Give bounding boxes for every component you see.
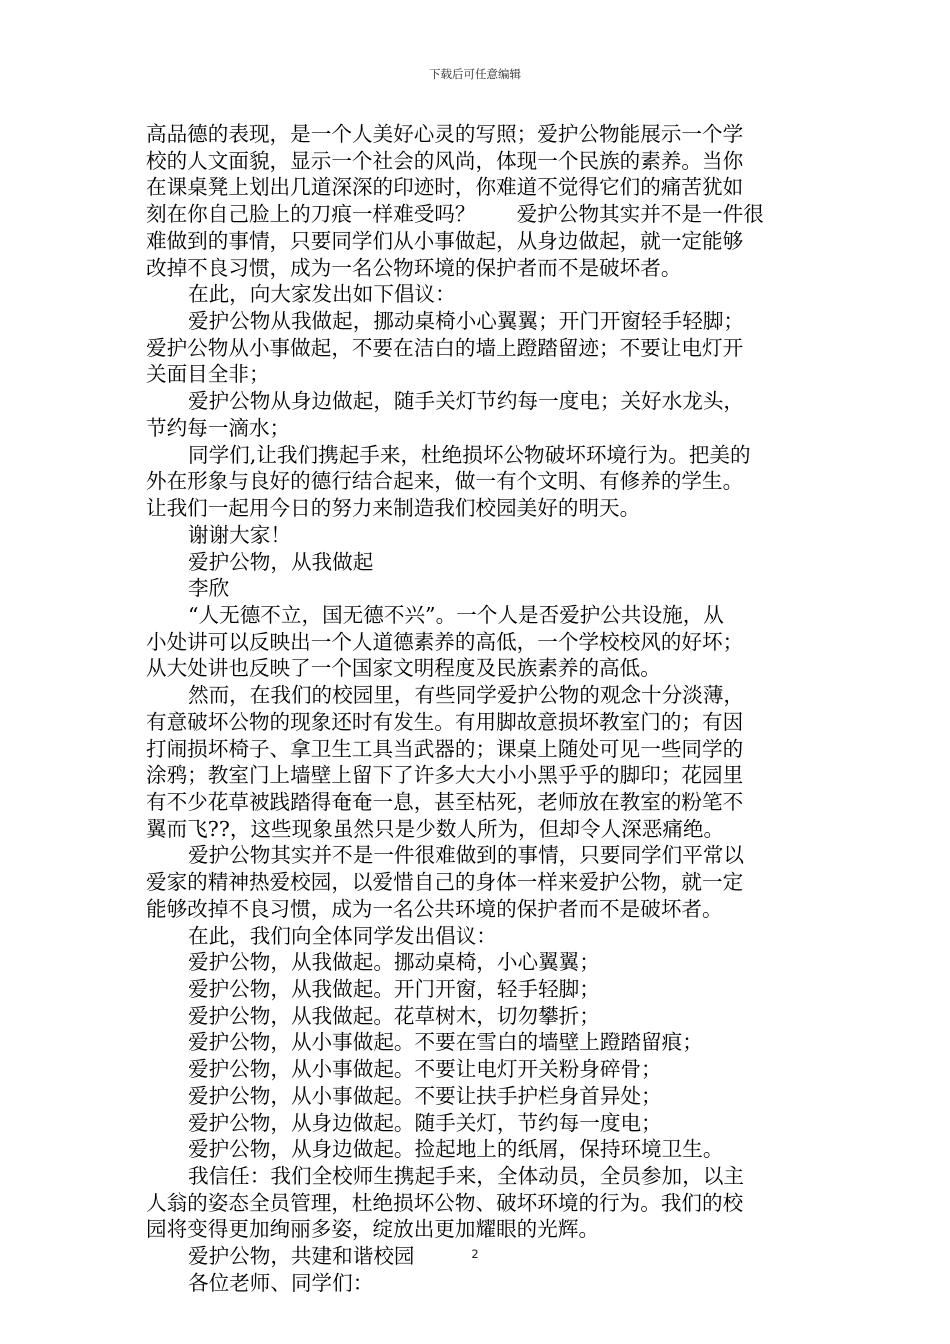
text-line: 关面目全非； [146, 362, 270, 387]
text-line: 爱护公物，从我做起。花草树木，切勿攀折； [188, 1003, 600, 1028]
text-line: 爱护公物其实并不是一件很难做到的事情，只要同学们平常以 [188, 843, 745, 868]
text-line: 刻在你自己脸上的刀痕一样难受吗？ 爱护公物其实并不是一件很 [146, 202, 764, 227]
text-line: 然而，在我们的校园里，有些同学爱护公物的观念十分淡薄， [188, 683, 745, 708]
text-line: 节约每一滴水； [146, 415, 291, 440]
text-line: 改掉不良习惯，成为一名公物环境的保护者而不是破坏者。 [146, 255, 682, 280]
text-line: 打闹损坏椅子、拿卫生工具当武器的；课桌上随处可见一些同学的 [146, 736, 744, 761]
text-line: 有意破坏公物的现象还时有发生。有用脚故意损坏教室门的；有因 [146, 709, 744, 734]
text-line: 我信任：我们全校师生携起手来，全体动员，全员参加，以主 [188, 1164, 745, 1189]
text-line: 涂鸦；教室门上墙壁上留下了许多大大小小黑乎乎的脚印；花园里 [146, 763, 744, 788]
text-line: 爱护公物从身边做起，随手关灯节约每一度电；关好水龙头， [188, 389, 745, 414]
text-line: 爱护公物，共建和谐校园 [188, 1244, 415, 1269]
text-line: 小处讲可以反映出一个人道德素养的高低，一个学校校风的好坏； [146, 629, 744, 654]
text-line: 高品德的表现，是一个人美好心灵的写照；爱护公物能展示一个学 [146, 122, 744, 146]
page-number: 2 [471, 1247, 479, 1261]
text-line: 园将变得更加绚丽多姿，绽放出更加耀眼的光辉。 [146, 1217, 600, 1242]
document-body [146, 121, 808, 1297]
text-line: 爱护公物，从小事做起。不要在雪白的墙壁上蹬踏留痕； [188, 1030, 703, 1055]
text-line: 能够改掉不良习惯，成为一名公共环境的保护者而不是破坏者。 [146, 896, 723, 921]
text-line: 爱护公物，从身边做起。随手关灯，节约每一度电； [188, 1110, 662, 1135]
text-line: 爱护公物，从我做起。开门开窗，轻手轻脚； [188, 977, 600, 1001]
text-line: “人无德不立，国无德不兴”。一个人是否爱护公共设施，从 [188, 602, 724, 627]
text-line: 同学们,让我们携起手来，杜绝损坏公物破坏环境行为。把美的 [188, 442, 751, 467]
text-line: 有不少花草被践踏得奄奄一息，甚至枯死，老师放在教室的粉笔不 [146, 789, 744, 814]
text-line: 爱护公物从我做起，挪动桌椅小心翼翼；开门开窗轻手轻脚； [188, 309, 745, 334]
text-line: 在此，我们向全体同学发出倡议： [188, 923, 497, 948]
text-line: 爱护公物从小事做起，不要在洁白的墙上蹬踏留迹；不要让电灯开 [146, 335, 744, 360]
page-header: 下载后可任意编辑 [429, 67, 521, 81]
text-line: 爱家的精神热爱校园，以爱惜自己的身体一样来爱护公物，就一定 [146, 870, 744, 895]
text-line: 在课桌凳上划出几道深深的印迹时，你难道不觉得它们的痛苦犹如 [146, 175, 744, 200]
text-line: 从大处讲也反映了一个国家文明程度及民族素养的高低。 [146, 656, 661, 681]
text-line: 李欣 [188, 576, 230, 601]
text-line: 人翁的姿态全员管理，杜绝损坏公物、破坏环境的行为。我们的校 [146, 1190, 744, 1215]
text-line: 各位老师、同学们： [188, 1270, 374, 1295]
text-line: 难做到的事情，只要同学们从小事做起，从身边做起，就一定能够 [146, 228, 744, 253]
text-line: 爱护公物，从小事做起。不要让电灯开关粉身碎骨； [188, 1057, 662, 1082]
text-line: 翼而飞??，这些现象虽然只是少数人所为，但却令人深恶痛绝。 [146, 816, 725, 841]
text-line: 爱护公物，从我做起。挪动桌椅，小心翼翼； [188, 950, 600, 975]
text-line: 谢谢大家！ [188, 522, 291, 547]
text-line: 让我们一起用今日的努力来制造我们校园美好的明天。 [146, 496, 641, 521]
text-line: 爱护公物，从我做起 [188, 549, 374, 574]
text-line: 爱护公物，从身边做起。捡起地上的纸屑，保持环境卫生。 [188, 1137, 724, 1162]
text-line: 校的人文面貌，显示一个社会的风尚，体现一个民族的素养。当你 [146, 148, 744, 173]
text-line: 外在形象与良好的德行结合起来，做一有个文明、有修养的学生。 [146, 469, 744, 494]
text-line: 爱护公物，从小事做起。不要让扶手护栏身首异处； [188, 1083, 662, 1108]
text-line: 在此，向大家发出如下倡议： [188, 282, 456, 307]
